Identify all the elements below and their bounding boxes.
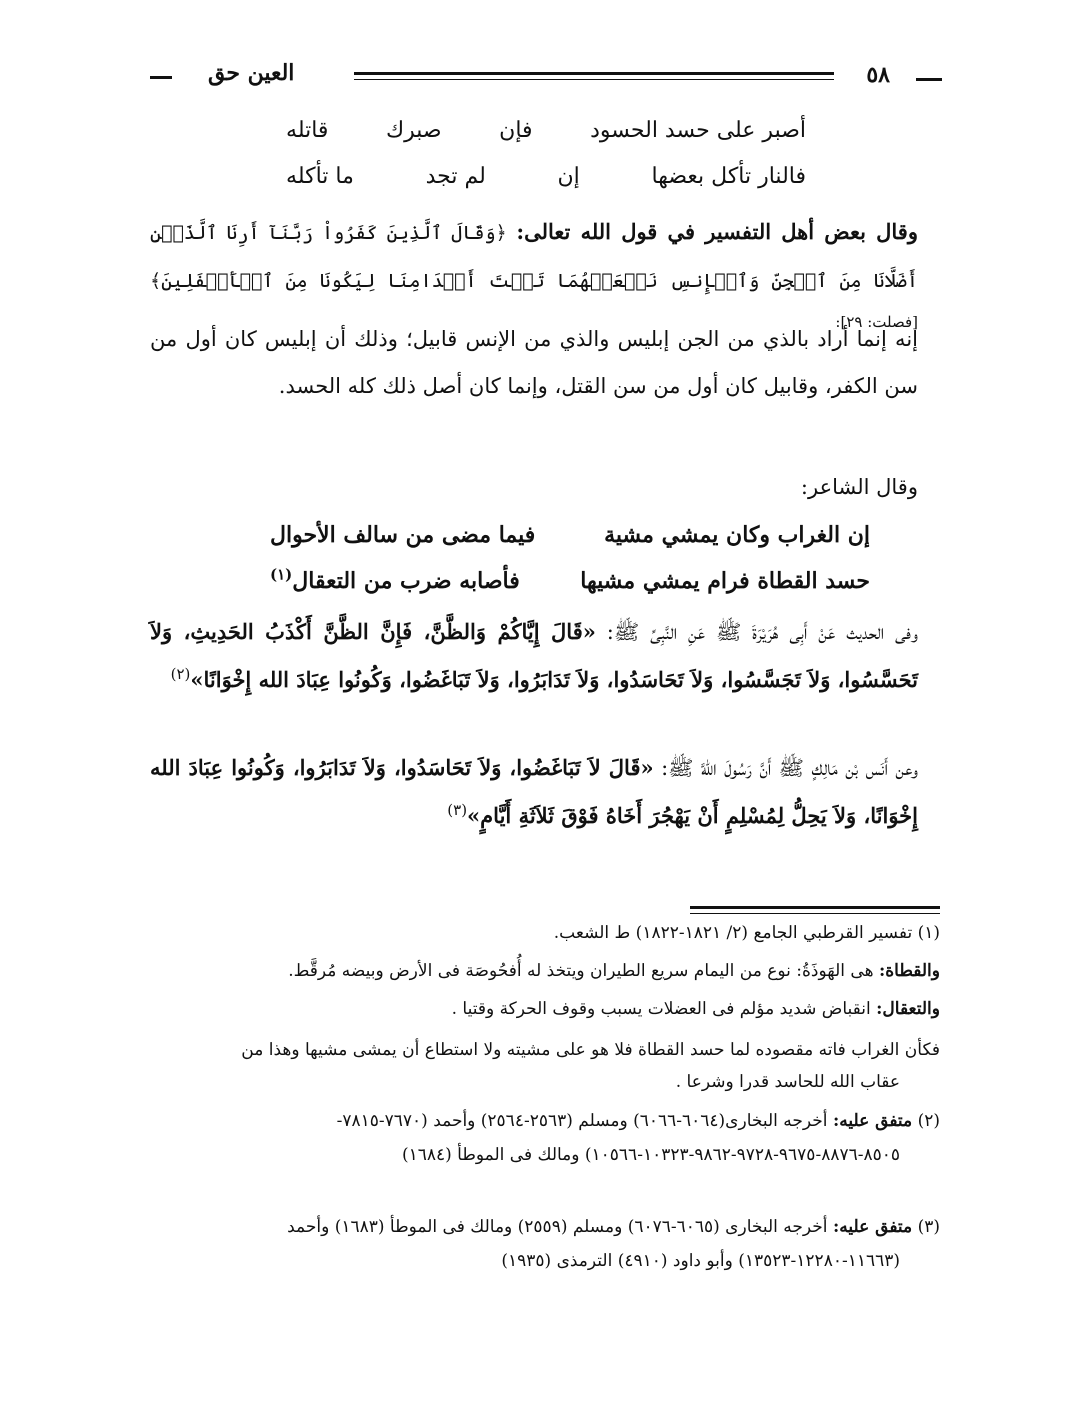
hadith-intro: وعن أَنَس بْن مَالِكٍ ﷺ أَنَّ رَسُولَ اللهَّ ﷺ: (661, 756, 918, 780)
verse-hemistich-left (270, 565, 520, 594)
quran-verse: ﴿وَقَالَ ٱلَّذِينَ كَفَرُواْ رَبَّنَآ أَرِنَا ٱلَّذَيۡنِ أَضَلَّانَا مِنَ ٱلۡجِنِّ وَٱلۡإِنسِ نَجۡعَلۡهُمَا تَحۡتَ أَقۡدَامِنَا لِيَكُونَا مِنَ ٱلۡأَسۡفَلِينَ﴾ (150, 222, 918, 292)
header-rule (354, 72, 834, 80)
footnote-text: انقباض شديد مؤلم فى العضلات يسبب وقوف الحركة وقتيا . (451, 999, 871, 1019)
footnote-2 (160, 1104, 940, 1172)
footnote-line: أخرجه البخارى (٦٠٦٥-٦٠٧٦) ومسلم (٢٥٥٩) ومالك فى الموطأ (١٦٨٣) وأحمد (287, 1217, 828, 1237)
footnote-line: أخرجه البخارى(٦٠٦٤-٦٠٦٦) ومسلم (٢٥٦٣-٢٥٦٤) وأحمد (٧٦٧٠-٧٨١٥- (336, 1111, 828, 1131)
footnote-ref: (٢) (170, 665, 191, 683)
verse-hemistich-left: فيما مضى من سالف الأحوال (270, 522, 536, 548)
header-dash-right (916, 78, 942, 81)
paragraph-lead: وقال بعض أهل التفسير في قول الله تعالى: (516, 219, 918, 244)
poem-verse-2 (286, 164, 806, 189)
verse-word: فإن (499, 118, 533, 143)
footnote-line: ٨٥٠٥-٨٨٧٦-٩٦٧٥-٩٧٢٨-٩٨٦٢-١٠٣٢٣-١٠٥٦٦) ومالك فى الموطأ (١٦٨٤) (401, 1145, 900, 1165)
verse-hemistich-right: حسد القطاة فرام يمشي مشيها (580, 568, 870, 594)
footnote-qata (160, 956, 940, 986)
body-paragraph: إنه إنما أراد بالذي من الجن إبليس والذي من الإنس قابيل؛ وذلك أن إبليس كان أول من سن الكفر، وقابيل كان أول من سن القتل، وإنما كان أصل ذلك كله الحسد. (150, 327, 918, 398)
hadith-paragraph-2 (150, 744, 918, 840)
verse-word: لم تجد (425, 164, 486, 189)
verse-hemistich-right: أصبر على حسد الحسود (590, 118, 806, 143)
verse-hemistich-left: ما تأكله (286, 164, 354, 189)
hadith-paragraph-1 (150, 608, 918, 704)
hadith-intro: وفى الحديث عَنْ أَبِى هُرَيْرَةَ ﷺ عَنِ النَّبِىِّ ﷺ: (606, 620, 918, 644)
poem2-verse-2 (270, 565, 870, 594)
verse-text: فأصابه ضرب من التعقال (292, 568, 520, 594)
footnote-term: متفق عليه: (832, 1111, 913, 1131)
footnote-taaqal (160, 994, 940, 1024)
quran-citation: [فصلت: ٢٩]: (835, 313, 918, 331)
footnote-line: فكأن الغراب فاته مقصوده لما حسد القطاة فلا هو على مشيته ولا استطاع أن يمشى مشيها وهذا من (241, 1040, 940, 1060)
poet-intro: وقال الشاعر: (800, 475, 918, 499)
poem-verse-1 (286, 118, 806, 143)
footnote-ref: (٣) (447, 801, 468, 819)
poem2-verse-1 (270, 522, 870, 548)
verse-hemistich-left: قاتله (286, 118, 329, 143)
footnote-line: (١١٦٦٣-١٢٢٨٠-١٣٥٢٣) وأبو داود (٤٩١٠) الترمذى (١٩٣٥) (501, 1251, 900, 1271)
footnote-term: والقطاة: (878, 961, 940, 981)
footnote-number: (٢) (917, 1111, 940, 1131)
footnote-text: هى الهَوذَةُ: نوع من اليمام سريع الطيران ويتخذ له أُفحُوصَة فى الأرض وبيضه مُرقَّط. (288, 961, 874, 981)
page-number: ٥٨ (866, 62, 890, 88)
footnote-3 (160, 1210, 940, 1278)
verse-word: صبرك (386, 118, 442, 143)
footnote-1: (١) تفسير القرطبي الجامع (٢/ ١٨٢١-١٨٢٢) ط الشعب. (553, 923, 940, 943)
footnote-commentary (160, 1034, 940, 1098)
verse-hemistich-right: فالنار تأكل بعضها (651, 164, 806, 189)
hadith-text: «قَالَ لاَ تَبَاغَضُوا، وَلاَ تَحَاسَدُوا، وَلاَ تَدَابَرُوا، وَكُونُوا عِبَادَ الله إِخْوَانًا، وَلاَ يَحِلُّ لِمُسْلِمٍ أَنْ يَهْجُرَ أَخَاهُ فَوْقَ ثَلاَثَةِ أَيَّامٍ» (150, 755, 918, 828)
hadith-text: «قَالَ إِيَّاكُمْ وَالظَّنَّ، فَإِنَّ الظَّنَّ أَكْذَبُ الحَدِيثِ، وَلاَ تَحَسَّسُوا، وَلاَ تَجَسَّسُوا، وَلاَ تَحَاسَدُوا، وَلاَ تَدَابَرُوا، وَلاَ تَبَاغَضُوا، وَكُونُوا عِبَادَ الله إِخْوَانًا» (150, 619, 918, 692)
footnote-number: (٣) (917, 1217, 940, 1237)
footnote-line: عقاب الله للحاسد قدرا وشرعا . (675, 1072, 900, 1092)
footnote-ref: (١) (270, 565, 293, 584)
verse-word: إن (557, 164, 580, 189)
running-title: العين حق (208, 60, 295, 86)
running-header (150, 58, 942, 92)
footnote-term: متفق عليه: (832, 1217, 913, 1237)
footnote-separator (690, 906, 940, 914)
verse-hemistich-right: إن الغراب وكان يمشي مشية (604, 522, 870, 548)
header-dash-left (150, 76, 172, 79)
footnote-term: والتعقال: (876, 999, 940, 1019)
